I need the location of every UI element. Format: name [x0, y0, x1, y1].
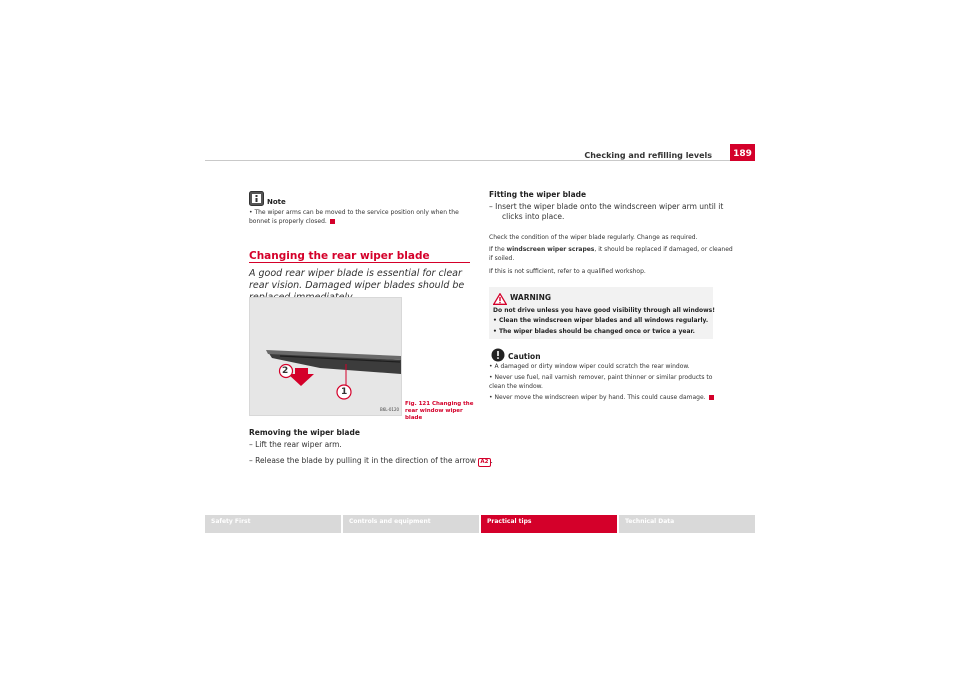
wiper-blade-figure: [249, 297, 402, 416]
footer-tab-controls-and-equipment[interactable]: Controls and equipment: [343, 515, 479, 533]
warning-label: WARNING: [510, 293, 552, 302]
note-bullet: [249, 208, 474, 226]
header-rule: [205, 160, 730, 161]
removing-step-2: [249, 456, 493, 467]
page-number: 189: [730, 144, 755, 161]
footer-tab-practical-tips[interactable]: Practical tips: [481, 515, 617, 533]
bullet-icon: •: [493, 328, 499, 335]
bullet-icon: •: [249, 209, 255, 216]
note-label: Note: [267, 198, 286, 206]
warning-bullet-1: [493, 316, 708, 325]
figure-callout-1: 1: [341, 387, 348, 397]
warning-bullet-1-text: Clean the windscreen wiper blades and all windows regularly.: [498, 317, 709, 324]
warning-bullet-2: [493, 327, 695, 336]
figure-code: B6L-0120: [380, 407, 400, 412]
figure-callout-2: 2: [282, 366, 289, 376]
bullet-icon: •: [489, 374, 495, 381]
body-paragraph-1: Check the condition of the wiper blade regularly. Change as required.: [489, 234, 698, 241]
body-paragraph-3: If this is not sufficient, refer to a qualified workshop.: [489, 268, 646, 275]
body-paragraph-2-cont: if soiled.: [489, 255, 515, 262]
body-p2-bold: windscreen wiper scrapes: [506, 246, 595, 253]
caution-bullet-3: [489, 393, 714, 402]
body-p2-post: , it should be replaced if damaged, or cleaned: [594, 246, 733, 253]
footer-tab-safety-first[interactable]: Safety First: [205, 515, 341, 533]
bullet-icon: •: [489, 394, 495, 401]
section-title: Changing the rear wiper blade: [249, 250, 430, 262]
section-rule: [249, 262, 470, 263]
warning-line-1: Do not drive unless you have good visibility through all windows!: [493, 307, 715, 314]
body-paragraph-2: [489, 245, 733, 254]
footer-tab-technical-data[interactable]: Technical Data: [619, 515, 755, 533]
bullet-icon: •: [489, 363, 495, 370]
caution-bullet-2-cont: clean the window.: [489, 383, 543, 390]
caution-bullet-1-text: A damaged or dirty window wiper could scratch the rear window.: [494, 363, 690, 370]
fitting-step-1-cont: clicks into place.: [502, 212, 565, 221]
removing-step-2-end: .: [490, 456, 493, 465]
removing-step-1: – Lift the rear wiper arm.: [249, 440, 342, 449]
caution-label: Caution: [508, 352, 541, 361]
caution-bullet-1: [489, 362, 690, 371]
caution-bullet-3-text: Never move the windscreen wiper by hand. This could cause damage.: [494, 394, 706, 401]
figure-caption: Fig. 121 Changing the rear window wiper blade: [405, 401, 474, 421]
caution-bullet-2-text: Never use fuel, nail varnish remover, paint thinner or similar products to: [494, 374, 713, 381]
section-intro: A good rear wiper blade is essential for clear rear vision. Damaged wiper blades should be: [249, 268, 465, 291]
note-bullet-text: The wiper arms can be moved to the service position only when the bonnet is properly closed.: [249, 209, 459, 225]
removing-heading: Removing the wiper blade: [249, 428, 360, 437]
removing-step-2-text: – Release the blade by pulling it in the direction of the arrow: [249, 456, 477, 465]
arrow-reference-badge: A2: [480, 459, 489, 465]
fitting-heading: Fitting the wiper blade: [489, 190, 587, 199]
bullet-icon: •: [493, 317, 499, 324]
caution-bullet-2: [489, 373, 712, 382]
body-p2-pre: If the: [489, 246, 507, 253]
note-icon: [249, 191, 264, 206]
warning-bullet-2-text: The wiper blades should be changed once or twice a year.: [498, 328, 695, 335]
end-mark-icon: [709, 395, 714, 400]
running-header-title: Checking and refilling levels: [584, 151, 712, 160]
end-mark-icon: [330, 219, 335, 224]
fitting-step-1: – Insert the wiper blade onto the windscreen wiper arm until it: [489, 202, 724, 211]
